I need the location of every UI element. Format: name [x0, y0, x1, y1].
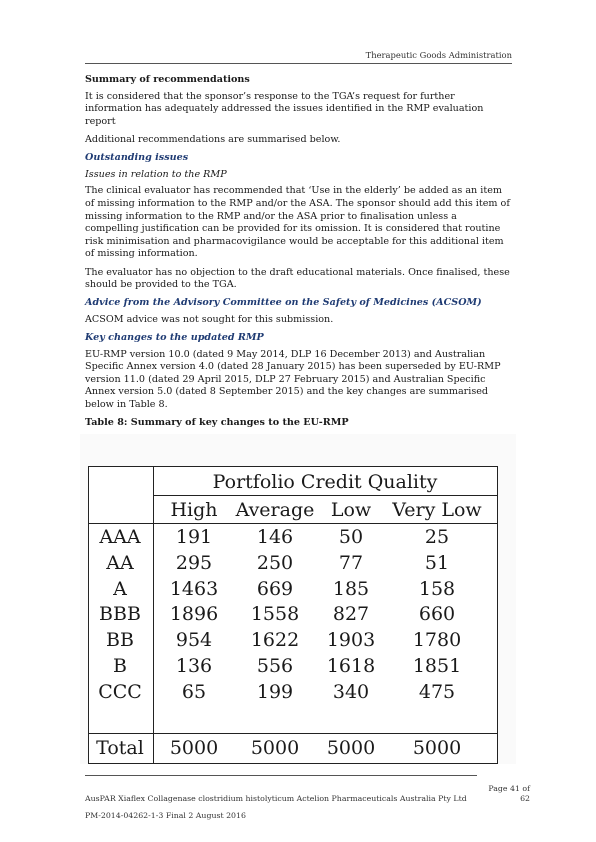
paragraph-educational-materials: The evaluator has no objection to the draft educational materials. Once finalised, these should be provided to the TGA.: [85, 266, 510, 291]
footer-reference-line: PM-2014-04262-1-3 Final 2 August 2016: [85, 810, 246, 820]
table-row-label: AA: [106, 551, 134, 574]
header-divider: [85, 63, 512, 64]
table-title-rule: [153, 495, 497, 496]
table-cell: 185: [332, 577, 370, 600]
table-header-rule: [89, 523, 497, 524]
table-row-label: A: [113, 577, 127, 600]
table-row-label-divider: [153, 467, 154, 763]
table-cell: 65: [181, 680, 207, 703]
table-total-rule: [89, 733, 497, 734]
paragraph-clinical-evaluator: The clinical evaluator has recommended that ‘Use in the elderly’ be added as an item of missing information to the RMP and/or the ASA. The sponsor should add this item of missing information to the RMP and/or the ASA prior to finalisation unless a compelling justification can be provided for its omission. It is considered that routine risk minimisation and pharmacovigilance would be acceptable for this additional item of missing information.: [85, 185, 510, 260]
paragraph-acsom-advice: ACSOM advice was not sought for this submission.: [85, 313, 334, 325]
total-row-label: Total: [96, 737, 144, 759]
table-cell: 954: [175, 629, 213, 652]
table-cell: 475: [418, 680, 456, 703]
key-changes-heading: Key changes to the updated RMP: [85, 332, 264, 344]
column-header-average: Average: [235, 499, 315, 521]
table-cell: 158: [418, 577, 456, 600]
footer-divider: [85, 775, 477, 776]
table-cell: 1851: [412, 655, 462, 677]
document-body: [85, 74, 512, 435]
table-cell: 199: [256, 680, 294, 703]
summary-heading: Summary of recommendations: [85, 74, 250, 85]
table-cell: 191: [175, 526, 213, 548]
table-cell: 1903: [326, 629, 376, 652]
paragraph-additional-recommendations: Additional recommendations are summarised below.: [85, 133, 341, 145]
table-cell: 340: [332, 680, 370, 703]
paragraph-key-changes: EU-RMP version 10.0 (dated 9 May 2014, DLP 16 December 2013) and Australian Specific Annex version 4.0 (dated 28 January 2015) has been superseded by EU-RMP version 11.0 (dated 29 April 2015, DLP 27 February 2015) and Australian Specific Annex version 5.0 (dated 8 September 2015) and the key changes are summarised below in Table 8.: [85, 348, 501, 411]
table-title: Portfolio Credit Quality: [212, 471, 438, 493]
table-cell: 5000: [250, 737, 300, 759]
column-header-low: Low: [330, 499, 372, 521]
column-header-high: High: [170, 499, 218, 521]
table-cell: 1780: [412, 629, 462, 652]
footer-product-line: AusPAR Xiaflex Collagenase clostridium histolyticum Actelion Pharmaceuticals Australia Pty Ltd: [85, 794, 467, 803]
table-cell: 5000: [326, 737, 376, 759]
table-cell: 77: [338, 551, 364, 574]
footer-document-info: [85, 791, 485, 824]
table-cell: 1622: [250, 629, 300, 652]
acsom-heading: Advice from the Advisory Committee on the Safety of Medicines (ACSOM): [85, 297, 482, 309]
table-cell: 136: [175, 655, 213, 677]
table-cell: 1896: [169, 603, 219, 626]
table-cell: 1618: [326, 655, 376, 677]
table-row-label: BBB: [99, 603, 141, 626]
table-cell: 1463: [169, 577, 219, 600]
table-row-label: B: [113, 655, 127, 677]
portfolio-credit-table: [88, 466, 498, 764]
table-cell: 660: [418, 603, 456, 626]
table-cell: 25: [424, 526, 450, 548]
table-cell: 50: [338, 526, 364, 548]
table-cell: 146: [256, 526, 294, 548]
table-cell: 295: [175, 551, 213, 574]
running-header: Therapeutic Goods Administration: [365, 50, 512, 60]
rmp-issues-heading: Issues in relation to the RMP: [85, 168, 227, 180]
page-label: Page 41 of: [488, 784, 530, 793]
table-cell: 51: [424, 551, 450, 574]
table-caption: Table 8: Summary of key changes to the EU-RMP: [85, 417, 349, 429]
column-header-very-low: Very Low: [392, 499, 482, 521]
table-row-label: CCC: [98, 680, 142, 703]
page-number: [482, 784, 530, 804]
table-cell: 1558: [250, 603, 300, 626]
table-cell: 250: [256, 551, 294, 574]
table-cell: 827: [332, 603, 370, 626]
table-cell: 5000: [412, 737, 462, 759]
table-cell: 669: [256, 577, 294, 600]
outstanding-issues-heading: Outstanding issues: [85, 152, 189, 164]
table-image: [80, 434, 516, 764]
page-total: 62: [520, 794, 530, 803]
table-row-label: BB: [106, 629, 134, 652]
table-cell: 5000: [169, 737, 219, 759]
table-row-label: AAA: [99, 526, 141, 548]
table-cell: 556: [256, 655, 294, 677]
paragraph-sponsor-response: It is considered that the sponsor’s response to the TGA’s request for further information has adequately addressed the issues identified in the RMP evaluation report: [85, 90, 484, 127]
